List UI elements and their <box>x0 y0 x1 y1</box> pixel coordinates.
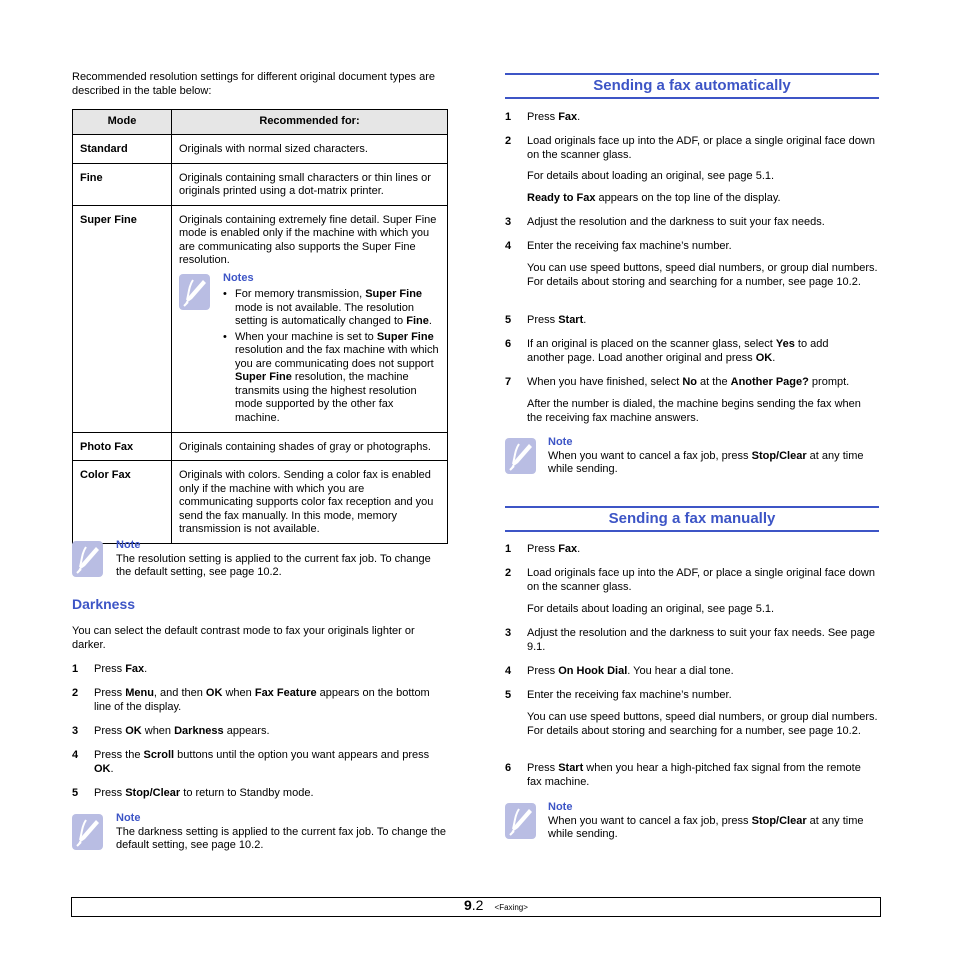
pen-note-icon <box>179 274 210 310</box>
page-number: 9.2 <Faxing> <box>464 897 528 913</box>
auto-step-2-detail: For details about loading an original, see page 5.1. <box>527 170 775 182</box>
darkness-intro: You can select the default contrast mode to fax your originals lighter or darker. <box>72 625 415 651</box>
notes-box <box>179 272 441 426</box>
note-text: When you want to cancel a fax job, press Stop/Clear at any time while sending. <box>548 449 864 475</box>
table-row <box>73 163 448 205</box>
resolution-table <box>72 109 448 544</box>
auto-heading: Sending a fax automatically <box>505 73 879 99</box>
manual-step-5-detail: You can use speed buttons, speed dial numbers, or group dial numbers. For details about storing and searching for a number, see page 10.2. <box>527 711 878 737</box>
note-item: • For memory transmission, Super Fine mode is not available. The resolution setting is automatically changed to Fine. <box>223 288 441 329</box>
pen-note-icon <box>72 814 103 850</box>
mode-cell: Color Fax <box>73 461 172 544</box>
table-header-mode: Mode <box>73 110 172 135</box>
note-item: • When your machine is set to Super Fine resolution and the fax machine with which you are communicating does not support Super Fine resolution, the machine transmits using the highest resolution mode supported by the other fax machine. <box>223 331 441 426</box>
page-footer <box>71 897 881 917</box>
table-row <box>73 432 448 461</box>
mode-cell: Fine <box>73 163 172 205</box>
table-header-recommended: Recommended for: <box>172 110 448 135</box>
desc-cell: Originals with normal sized characters. <box>172 135 448 164</box>
intro-text: Recommended resolution settings for different original document types are described in the table below: <box>72 71 435 97</box>
note-auto-cancel <box>505 436 879 477</box>
auto-step-4-detail: You can use speed buttons, speed dial numbers, or group dial numbers. For details about storing and searching for a number, see page 10.2. <box>527 262 878 288</box>
darkness-heading: Darkness <box>72 596 136 612</box>
desc-cell: Originals with colors. Sending a color fax is enabled only if the machine with which you are communicating supports color fax reception and you send the fax manually. In this mode, memory transmission is not available. <box>172 461 448 544</box>
pen-note-icon <box>505 438 536 474</box>
desc-cell: Originals containing small characters or thin lines or originals printed using a dot-matrix printer. <box>172 163 448 205</box>
mode-cell: Standard <box>73 135 172 164</box>
note-title: Note <box>116 812 141 824</box>
table-row <box>73 205 448 432</box>
note-title: Note <box>116 539 141 551</box>
auto-step-2-display: Ready to Fax appears on the top line of the display. <box>527 192 781 204</box>
auto-step-7-detail: After the number is dialed, the machine begins sending the fax when the receiving fax machine answers. <box>527 398 861 424</box>
mode-cell: Super Fine <box>73 205 172 432</box>
note-title: Note <box>548 436 573 448</box>
table-row <box>73 461 448 544</box>
notes-title: Notes <box>223 271 254 284</box>
pen-note-icon <box>72 541 103 577</box>
note-darkness <box>72 812 448 853</box>
table-row <box>73 135 448 164</box>
manual-step-2-detail: For details about loading an original, see page 5.1. <box>527 603 775 615</box>
note-text: The resolution setting is applied to the current fax job. To change the default setting, see page 10.2. <box>116 552 431 578</box>
mode-cell: Photo Fax <box>73 432 172 461</box>
footer-section: <Faxing> <box>494 903 528 912</box>
note-title: Note <box>548 801 573 813</box>
desc-cell: Originals containing shades of gray or photographs. <box>172 432 448 461</box>
desc-cell: Originals containing extremely fine detail. Super Fine mode is enabled only if the machine with which you are communicating also supports the Super Fine resolution. <box>179 213 437 266</box>
manual-heading: Sending a fax manually <box>505 506 879 532</box>
note-text: The darkness setting is applied to the current fax job. To change the default setting, see page 10.2. <box>116 825 446 851</box>
note-resolution <box>72 539 448 580</box>
note-manual-cancel <box>505 801 879 842</box>
note-text: When you want to cancel a fax job, press Stop/Clear at any time while sending. <box>548 814 864 840</box>
pen-note-icon <box>505 803 536 839</box>
